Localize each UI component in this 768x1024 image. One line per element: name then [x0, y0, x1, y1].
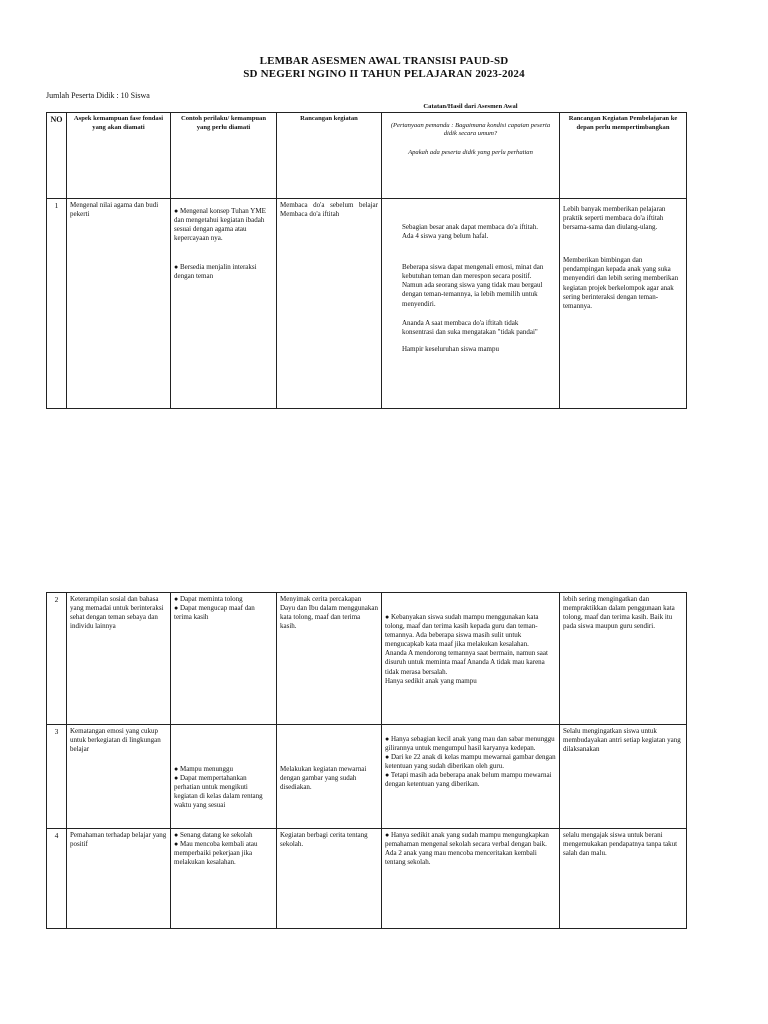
- row-notes: [382, 593, 560, 725]
- row-followup: Selalu mengingatkan siswa untuk membudayakan antri setiap kegiatan yang dilaksanakan: [560, 725, 687, 829]
- header-plan: Rancangan kegiatan: [277, 113, 382, 199]
- row-followups: [560, 199, 687, 409]
- row-plan: Menyimak cerita percakapan Dayu dan Ibu dalam menggunakan kata tolong, maaf dan terima kasih.: [277, 593, 382, 725]
- row-aspect: Kematangan emosi yang cukup untuk berkegiatan di lingkungan belajar: [67, 725, 171, 829]
- row-aspect: Keterampilan sosial dan bahasa yang memadai untuk berinteraksi sehat dengan teman sebaya dan individu lainnya: [67, 593, 171, 725]
- note-item: Ananda A mendorong temannya saat bermain, namun saat disuruh untuk meminta maaf Ananda A tidak mau karena tidak merasa bersalah.: [385, 649, 548, 676]
- header-notes-guide: (Pertanyaan pemandu : Bagaimana kondisi capaian peserta didik secara umum?: [390, 121, 551, 138]
- table-row: [47, 199, 687, 409]
- example-item: ● Dapat mempertahankan perhatian untuk mengikuti kegiatan di kelas dalam rentang waktu yang sesuai: [174, 774, 263, 810]
- example-item: ● Mengenal konsep Tuhan YME dan mengetahui kegiatan ibadah sesuai dengan agama atau kepercayaan nya.: [174, 207, 266, 243]
- followup-item: Memberikan bimbingan dan pendampingan kepada anak yang suka menyendiri dan lebih sering memberikan kegiatan projek berkelompok agar anak sering berinteraksi dengan teman-temannya.: [563, 256, 679, 310]
- note-item: ● Dari ke 22 anak di kelas mampu mewarnai gambar dengan ketentuan yang sudah diberikan oleh guru.: [385, 753, 556, 771]
- example-item: ● Dapat mengucap maaf dan terima kasih: [174, 604, 255, 622]
- header-followup: Rancangan Kegiatan Pembelajaran ke depan perlu mempertimbangkan: [560, 113, 687, 199]
- row-followup: selalu mengajak siswa untuk berani mengemukakan pendapatnya tanpa takut salah dan malu.: [560, 829, 687, 929]
- row-examples: [171, 199, 277, 409]
- header-no: NO: [47, 113, 67, 199]
- row-notes: [382, 725, 560, 829]
- header-notes: [382, 103, 560, 199]
- row-plan: Melakukan kegiatan mewarnai dengan gambar yang sudah disediakan.: [277, 725, 382, 829]
- example-item: ● Mampu menunggu: [174, 765, 234, 773]
- table-row: [47, 829, 687, 929]
- assessment-table-page1: [46, 103, 687, 409]
- row-plan: Membaca do'a sebelum belajar Membaca do'a iftitah: [277, 199, 382, 409]
- assessment-table-page2: [46, 592, 687, 929]
- table-row: [47, 593, 687, 725]
- note-item: Beberapa siswa dapat mengenali emosi, minat dan kebutuhan teman dan merespon secara positif. Namun ada seorang siswa yang tidak mau bergaul dengan teman-temannya, ia lebih memilih untuk menyendiri.: [402, 263, 544, 308]
- note-item: ● Tetapi masih ada beberapa anak belum mampu mewarnai dengan ketentuan yang diberikan.: [385, 771, 552, 789]
- note-item: Hanya sedikit anak yang mampu: [385, 676, 477, 685]
- note-item: Sebagian besar anak dapat membaca do'a iftitah. Ada 4 siswa yang belum hafal.: [402, 223, 538, 241]
- example-item: ● Mau mencoba kembali atau memperbaiki pekerjaan jika melakukan kesalahan.: [174, 840, 258, 867]
- note-item: Ananda A saat membaca do'a iftitah tidak konsentrasi dan suka mengatakan "tidak pandai": [402, 318, 538, 336]
- example-item: ● Dapat meminta tolong: [174, 595, 243, 603]
- table-header-row: [47, 113, 687, 199]
- note-item: Ada 2 anak yang mau mencoba menceritakan kembali tentang sekolah.: [385, 849, 537, 867]
- header-notes-title: Catatan/Hasil dari Asesmen Awal: [423, 103, 518, 110]
- row-notes: [382, 199, 560, 409]
- row-examples: [171, 725, 277, 829]
- row-aspect: Mengenal nilai agama dan budi pekerti: [67, 199, 171, 409]
- document-title-line1: LEMBAR ASESMEN AWAL TRANSISI PAUD-SD: [259, 55, 509, 67]
- note-item: ● Hanya sebagian kecil anak yang mau dan sabar menunggu gilirannya untuk mengumpul hasil karyanya kedepan.: [385, 735, 555, 753]
- row-number: 1: [47, 199, 67, 409]
- row-notes: [382, 829, 560, 929]
- example-item: ● Senang datang ke sekolah: [174, 831, 253, 839]
- note-item: ● Kebanyakan siswa sudah mampu menggunakan kata tolong, maaf dan terima kasih kepada guru dan teman-temannya. Ada beberapa siswa masih sulit untuk mengucapkab kata maaf jika melakukan kesalahan.: [385, 613, 539, 649]
- table-row: [47, 725, 687, 829]
- row-number: 4: [47, 829, 67, 929]
- example-item: ● Bersedia menjalin interaksi dengan teman: [174, 263, 257, 281]
- followup-item: Lebih banyak memberikan pelajaran praktik seperti membaca do'a iftitah bersama-sama dan diulang-ulang.: [563, 205, 666, 232]
- note-item: ● Hanya sedikit anak yang sudah mampu mengungkapkan pemahaman mengenal sekolah secara verbal dengan baik.: [385, 831, 549, 849]
- header-aspect: Aspek kemampuan fase fondasi yang akan diamati: [67, 113, 171, 199]
- document-title-line2: SD NEGERI NGINO II TAHUN PELAJARAN 2023-2024: [243, 68, 525, 80]
- row-aspect: Pemahaman terhadap belajar yang positif: [67, 829, 171, 929]
- row-examples: [171, 829, 277, 929]
- row-number: 2: [47, 593, 67, 725]
- header-notes-question: Apakah ada peserta didik yang perlu perhatian: [408, 148, 533, 156]
- row-examples: [171, 593, 277, 725]
- participant-count: Jumlah Peserta Didik : 10 Siswa: [46, 91, 150, 100]
- row-plan: Kegiatan berbagi cerita tentang sekolah.: [277, 829, 382, 929]
- row-number: 3: [47, 725, 67, 829]
- row-followup: lebih sering mengingatkan dan mempraktikkan dalam penggunaan kata tolong, maaf dan terima kasih. Baik itu pada siswa maupun guru sendiri.: [560, 593, 687, 725]
- note-item: Hampir keseluruhan siswa mampu: [402, 344, 500, 353]
- header-example: Contoh perilaku/ kemampuan yang perlu diamati: [171, 113, 277, 199]
